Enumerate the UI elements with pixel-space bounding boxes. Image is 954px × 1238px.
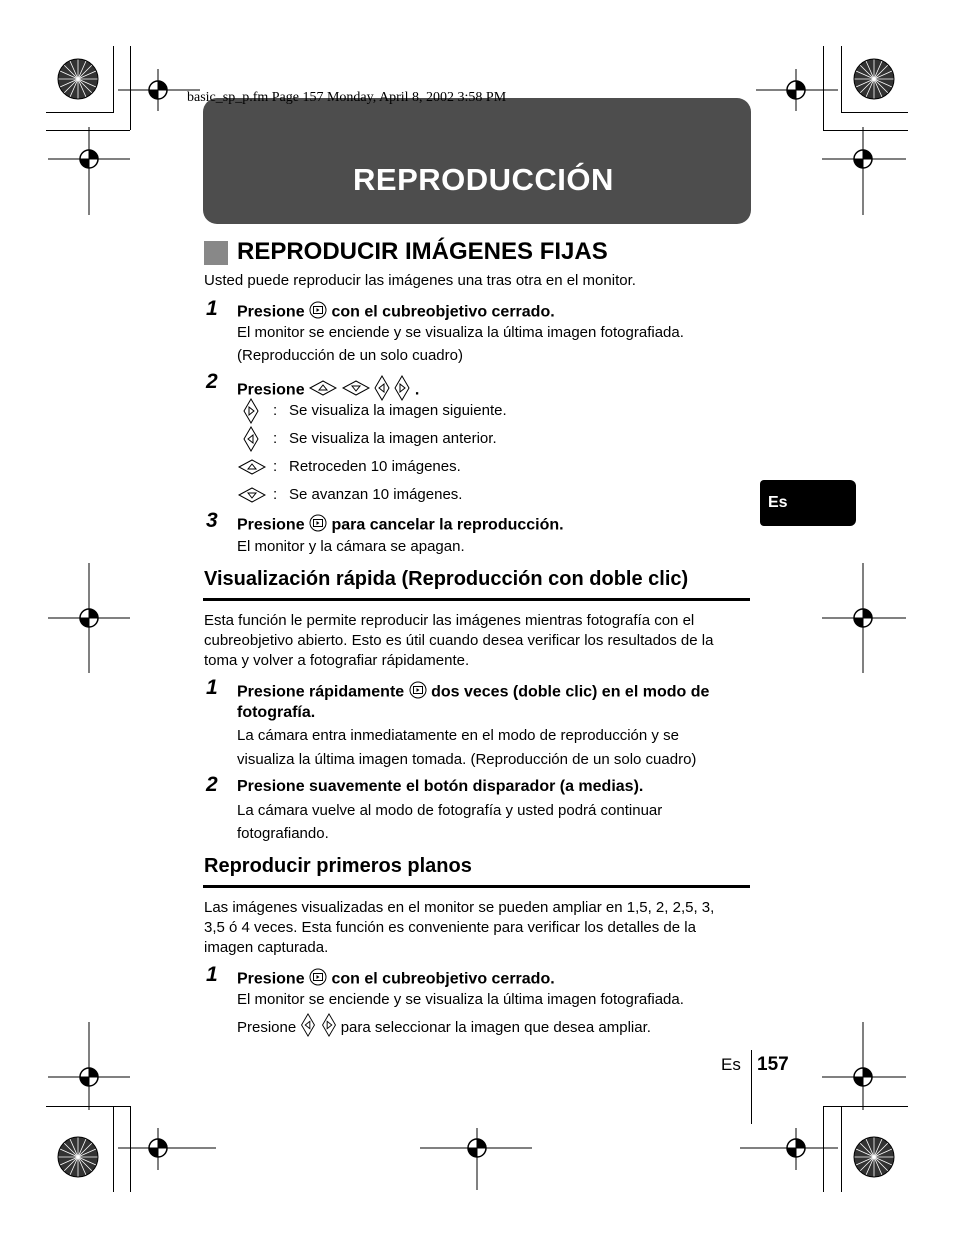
step-instruction: Presione suavemente el botón disparador (a medias).	[237, 778, 644, 795]
crop-mark	[841, 112, 908, 113]
registration-mark-icon	[822, 127, 906, 215]
crop-mark	[113, 1106, 114, 1192]
section-intro: Usted puede reproducir las imágenes una tras otra en el monitor.	[204, 272, 636, 289]
language-tab-label: Es	[768, 494, 788, 511]
step-number: 2	[206, 773, 218, 796]
step-text: Presione	[237, 516, 305, 534]
paragraph-line: Las imágenes visualizadas en el monitor se pueden ampliar en 1,5, 2, 2,5, 3,	[204, 899, 715, 916]
footer-language: Es	[721, 1055, 741, 1074]
step-number: 1	[206, 963, 218, 986]
step-detail: El monitor y la cámara se apagan.	[237, 538, 465, 555]
registration-mark-icon	[740, 1128, 838, 1170]
playback-button-icon	[309, 301, 327, 324]
step-detail: La cámara vuelve al modo de fotografía y usted podrá continuar	[237, 802, 663, 819]
playback-button-icon	[409, 681, 427, 704]
step-detail: (Reproducción de un solo cuadro)	[237, 347, 463, 364]
step-text: Presione	[237, 381, 305, 399]
section-title: REPRODUCIR IMÁGENES FIJAS	[237, 238, 608, 265]
list-item-text: Retroceden 10 imágenes.	[289, 458, 461, 475]
step-instruction	[237, 301, 555, 324]
playback-button-icon	[309, 514, 327, 537]
step-text: Presione	[237, 970, 305, 988]
registration-mark-icon	[756, 69, 838, 111]
list-item-text: Se visualiza la imagen anterior.	[289, 430, 497, 447]
step-text: con el cubreobjetivo cerrado.	[331, 970, 555, 988]
step-detail	[237, 1013, 651, 1043]
step-text: para seleccionar la imagen que desea ampliar.	[340, 1018, 651, 1036]
paragraph-line: toma y volver a fotografiar rápidamente.	[204, 652, 470, 669]
star-target-icon	[57, 1136, 99, 1178]
crop-mark	[113, 46, 114, 112]
down-arrow-button-icon	[342, 380, 370, 401]
list-colon: :	[273, 486, 278, 503]
step-text: .	[414, 381, 420, 399]
down-arrow-button-icon	[238, 487, 266, 508]
left-arrow-button-icon	[243, 426, 259, 457]
step-detail: El monitor se enciende y se visualiza la última imagen fotografiada.	[237, 324, 684, 341]
star-target-icon	[57, 58, 99, 100]
paragraph-line: imagen capturada.	[204, 939, 329, 956]
step-text: con el cubreobjetivo cerrado.	[331, 303, 555, 321]
list-item-text: Se avanzan 10 imágenes.	[289, 486, 463, 503]
step-number: 1	[206, 676, 218, 699]
step-text: dos veces (doble clic) en el modo de	[431, 683, 710, 701]
list-colon: :	[273, 430, 278, 447]
step-instruction	[237, 514, 564, 537]
right-arrow-button-icon	[243, 398, 259, 429]
step-instruction	[237, 681, 709, 704]
divider	[203, 885, 750, 888]
paragraph-line: cubreobjetivo abierto. Esto es útil cuando desea verificar los resultados de la	[204, 632, 714, 649]
right-arrow-button-icon	[321, 1013, 337, 1043]
list-colon: :	[273, 458, 278, 475]
section-marker	[204, 241, 228, 265]
step-detail: El monitor se enciende y se visualiza la última imagen fotografiada.	[237, 991, 684, 1008]
page-number: 157	[757, 1054, 789, 1075]
step-instruction	[237, 968, 555, 991]
star-target-icon	[853, 1136, 895, 1178]
star-target-icon	[853, 58, 895, 100]
crop-mark	[841, 46, 842, 112]
step-number: 2	[206, 370, 218, 393]
paragraph-line: Esta función le permite reproducir las imágenes mientras fotografía con el	[204, 612, 695, 629]
step-number: 1	[206, 297, 218, 320]
step-text: Presione	[237, 303, 305, 321]
subsection-title: Visualización rápida (Reproducción con doble clic)	[204, 568, 689, 590]
playback-button-icon	[309, 968, 327, 991]
chapter-title: REPRODUCCIÓN	[353, 162, 614, 197]
registration-mark-icon	[822, 563, 906, 673]
divider	[203, 598, 750, 601]
print-header: basic_sp_p.fm Page 157 Monday, April 8, 2002 3:58 PM	[187, 90, 507, 105]
step-detail: visualiza la última imagen tomada. (Reproducción de un solo cuadro)	[237, 751, 697, 768]
subsection-title: Reproducir primeros planos	[204, 855, 472, 877]
registration-mark-icon	[118, 1128, 216, 1170]
step-instruction-continued: fotografía.	[237, 704, 316, 721]
step-number: 3	[206, 509, 218, 532]
list-item-text: Se visualiza la imagen siguiente.	[289, 402, 507, 419]
step-text: Presione	[237, 1018, 297, 1036]
language-tab	[760, 480, 856, 526]
list-colon: :	[273, 402, 278, 419]
step-detail: fotografiando.	[237, 825, 329, 842]
step-detail: La cámara entra inmediatamente en el modo de reproducción y se	[237, 727, 679, 744]
registration-mark-icon	[48, 1022, 130, 1110]
paragraph-line: 3,5 ó 4 veces. Esta función es conveniente para verificar los detalles de la	[204, 919, 696, 936]
registration-mark-icon	[48, 127, 130, 215]
step-text: Presione rápidamente	[237, 683, 405, 701]
footer-divider	[751, 1050, 752, 1124]
crop-mark	[841, 1106, 842, 1192]
crop-mark	[46, 112, 114, 113]
left-arrow-button-icon	[300, 1013, 316, 1043]
step-text: para cancelar la reproducción.	[331, 516, 564, 534]
up-arrow-button-icon	[238, 459, 266, 480]
registration-mark-icon	[420, 1128, 532, 1190]
up-arrow-button-icon	[309, 380, 337, 401]
registration-mark-icon	[822, 1022, 906, 1110]
chapter-banner	[203, 98, 751, 224]
registration-mark-icon	[48, 563, 130, 673]
